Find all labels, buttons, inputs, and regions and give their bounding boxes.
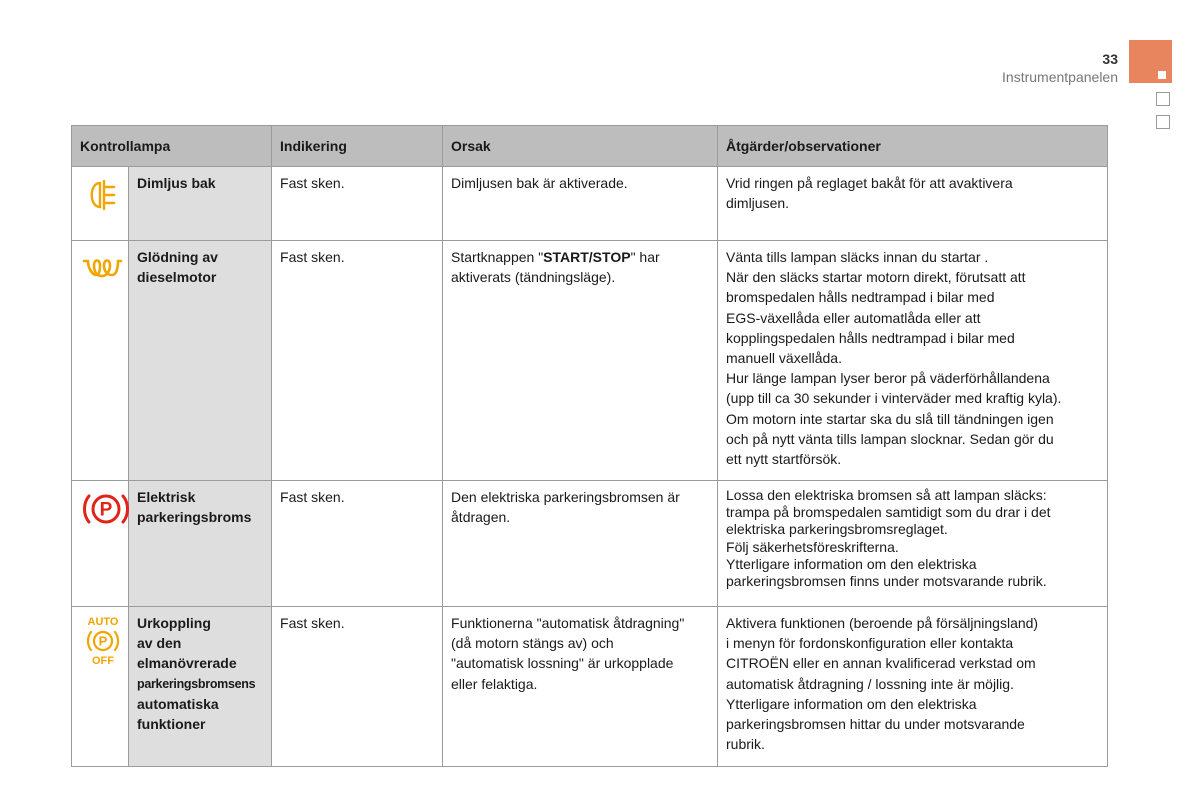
- column-header-action: Åtgärder/observationer: [718, 126, 1108, 167]
- action-line: dimljusen.: [726, 195, 790, 212]
- cause-line: (då motorn stängs av) och: [451, 635, 614, 652]
- auto-label: AUTO: [87, 616, 119, 628]
- action-line: kopplingspedalen hålls nedtrampad i bilar med: [726, 329, 1015, 346]
- rear-fog-light-icon: [80, 173, 124, 222]
- action-line: EGS-växellåda eller automatlåda eller att: [726, 309, 981, 326]
- lamp-name: [129, 607, 272, 767]
- lamp-name: [129, 167, 272, 241]
- page-number: 33: [1102, 51, 1118, 67]
- action-line: Om motorn inte startar ska du slå till tändningen igen: [726, 410, 1054, 427]
- cause-line: Dimljusen bak är aktiverade.: [451, 175, 628, 191]
- action-line: ett nytt startförsök.: [726, 451, 842, 468]
- lamp-name: [129, 241, 272, 481]
- cause-cell: [443, 167, 718, 241]
- table-row: [72, 481, 1108, 607]
- action-line: och på nytt vänta tills lampan slocknar. Sedan gör du: [726, 430, 1054, 447]
- parking-brake-icon: [80, 487, 132, 536]
- auto-parking-brake-off-icon: [80, 613, 126, 674]
- lamp-name-line: Urkoppling: [137, 615, 211, 631]
- chapter-tab-marker: [1156, 115, 1170, 129]
- chapter-tab-marker: [1156, 92, 1170, 106]
- action-line: Ytterligare information om den elektriska: [726, 695, 977, 712]
- glow-plug-icon: [80, 247, 124, 292]
- action-line: (upp till ca 30 sekunder i vinterväder med kraftig kyla).: [726, 390, 1062, 407]
- action-cell: [718, 481, 1108, 607]
- action-line: automatisk åtdragning / lossning inte är möjlig.: [726, 675, 1014, 692]
- cause-line: eller felaktiga.: [451, 675, 538, 692]
- action-line: Ytterligare information om den elektriska: [726, 555, 977, 572]
- action-line: När den släcks startar motorn direkt, förutsatt att: [726, 269, 1026, 286]
- icon-cell: [72, 481, 129, 607]
- table-row: [72, 167, 1108, 241]
- action-cell: [718, 607, 1108, 767]
- cause-line: åtdragen.: [451, 509, 511, 526]
- cause-line: [451, 247, 709, 267]
- lamp-name-line: Glödning av: [137, 249, 218, 265]
- indication-cell: Fast sken.: [272, 607, 443, 767]
- lamp-name-line: Dimljus bak: [137, 175, 216, 191]
- action-line: i menyn för fordonskonfiguration eller kontakta: [726, 635, 1014, 652]
- lamp-name-line: dieselmotor: [137, 269, 217, 286]
- lamp-name-line: automatiska: [137, 695, 219, 712]
- auto-parking-letter: P: [98, 633, 108, 649]
- column-header-lamp: Kontrollampa: [72, 126, 272, 167]
- indication-cell: Fast sken.: [272, 241, 443, 481]
- action-line: Aktivera funktionen (beroende på försäljningsland): [726, 615, 1039, 631]
- lamp-name-line: funktioner: [137, 716, 206, 733]
- table-header-row: [72, 126, 1108, 167]
- indication-cell: Fast sken.: [272, 481, 443, 607]
- action-line: Hur länge lampan lyser beror på väderförhållandena: [726, 370, 1050, 387]
- action-line: Vrid ringen på reglaget bakåt för att avaktivera: [726, 175, 1013, 191]
- icon-cell: [72, 241, 129, 481]
- lamp-name-line: parkeringsbroms: [137, 509, 252, 526]
- off-label: OFF: [92, 655, 114, 667]
- chapter-tab-active: [1129, 40, 1172, 83]
- action-line: Lossa den elektriska bromsen så att lampan släcks:: [726, 487, 1047, 503]
- column-header-indication: Indikering: [272, 126, 443, 167]
- action-line: CITROËN eller en annan kvalificerad verkstad om: [726, 655, 1036, 672]
- cause-cell: [443, 481, 718, 607]
- cause-cell: [443, 607, 718, 767]
- action-line: parkeringsbromsen hittar du under motsvarande: [726, 716, 1025, 733]
- action-line: Vänta tills lampan släcks innan du startar .: [726, 249, 989, 265]
- lamp-name-line: elmanövrerade: [137, 655, 237, 672]
- column-header-cause: Orsak: [443, 126, 718, 167]
- icon-cell: [72, 607, 129, 767]
- lamp-name-line: Elektrisk: [137, 489, 196, 505]
- cause-text: Startknappen ": [451, 249, 544, 265]
- section-title: Instrumentpanelen: [1002, 69, 1118, 85]
- indication-cell: Fast sken.: [272, 167, 443, 241]
- icon-cell: [72, 167, 129, 241]
- cause-line: "automatisk lossning" är urkopplade: [451, 655, 674, 672]
- action-line: bromspedalen hålls nedtrampad i bilar med: [726, 289, 995, 306]
- lamp-name-line: av den: [137, 635, 182, 652]
- action-cell: [718, 167, 1108, 241]
- start-stop-label: START/STOP: [543, 249, 631, 265]
- action-line: Följ säkerhetsföreskrifterna.: [726, 538, 899, 555]
- lamp-name-line: parkeringsbromsens: [137, 676, 256, 691]
- cause-line: Funktionerna "automatisk åtdragning": [451, 615, 685, 631]
- action-line: trampa på bromspedalen samtidigt som du drar i det: [726, 504, 1051, 521]
- cause-line: aktiverats (tändningsläge).: [451, 269, 616, 286]
- cause-cell: [443, 241, 718, 481]
- table-row: [72, 607, 1108, 767]
- action-line: parkeringsbromsen finns under motsvarande rubrik.: [726, 573, 1047, 590]
- cause-line: Den elektriska parkeringsbromsen är: [451, 489, 680, 505]
- parking-brake-letter: P: [99, 499, 113, 521]
- warning-lamp-table: [71, 125, 1108, 767]
- action-line: elektriska parkeringsbromsreglaget.: [726, 521, 948, 538]
- table-row: [72, 241, 1108, 481]
- cause-text: " har: [630, 249, 660, 265]
- action-cell: [718, 241, 1108, 481]
- lamp-name: [129, 481, 272, 607]
- action-line: manuell växellåda.: [726, 350, 842, 367]
- action-line: rubrik.: [726, 736, 765, 753]
